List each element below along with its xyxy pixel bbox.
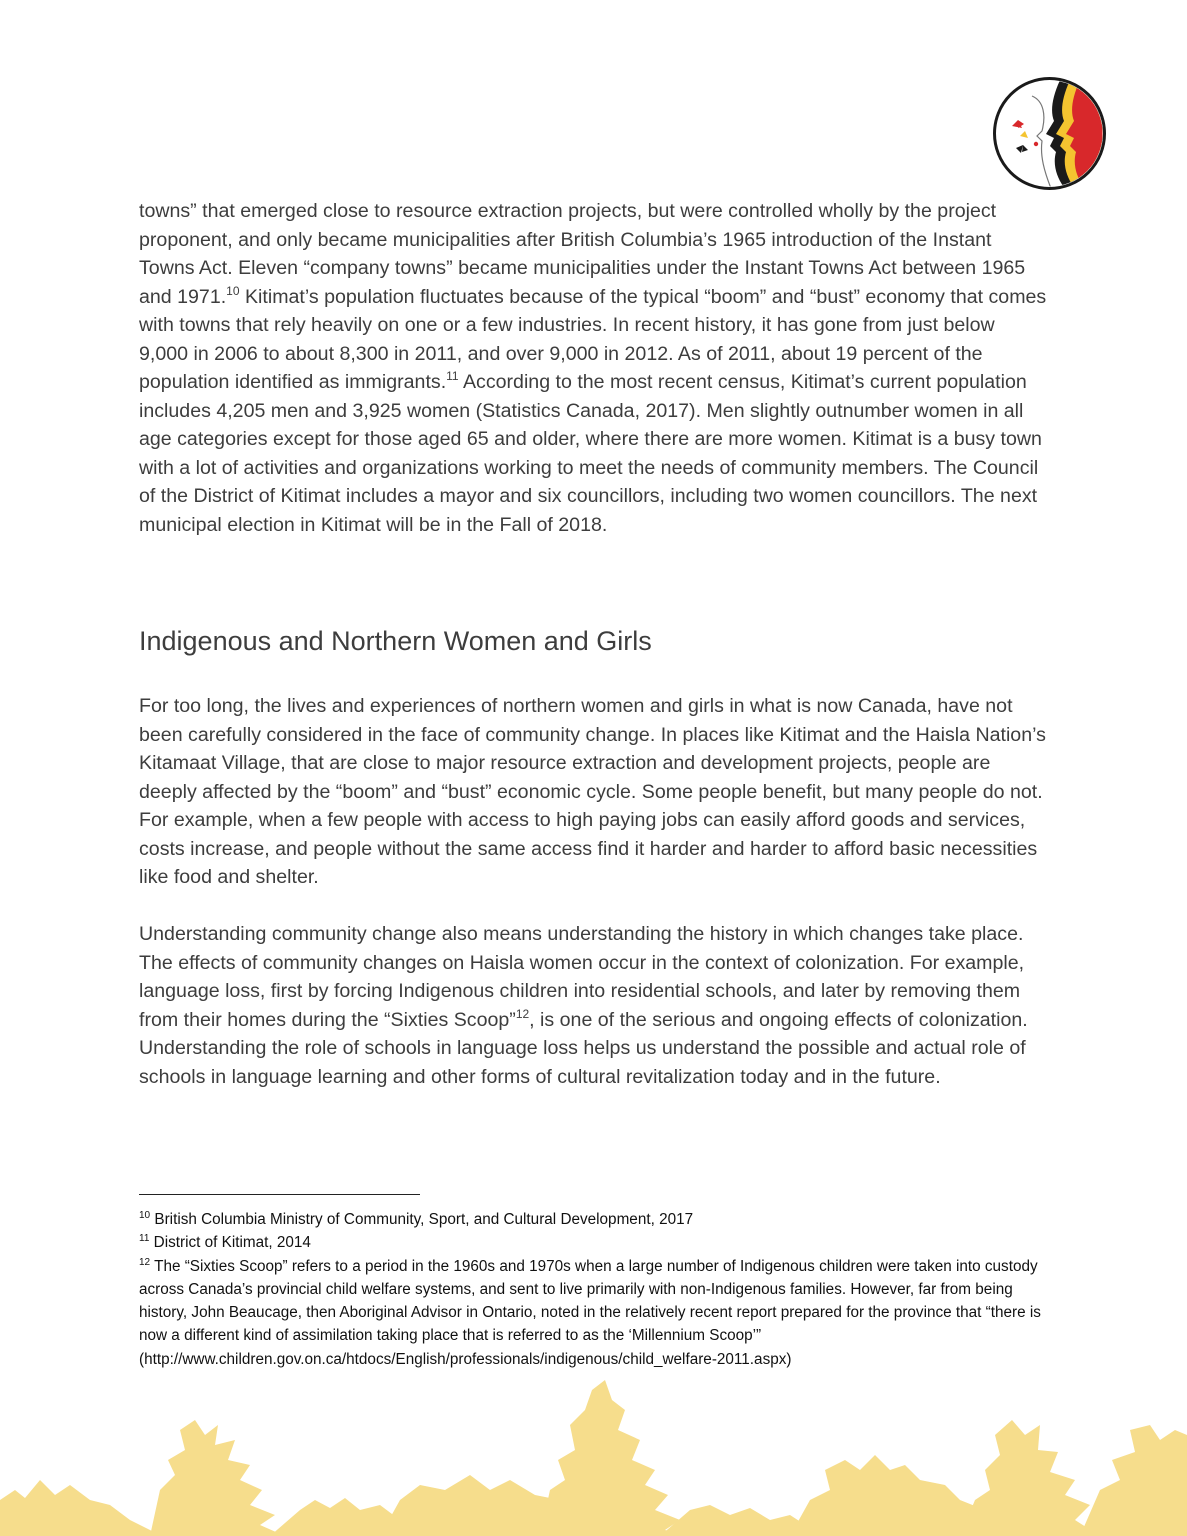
footnote-ref-12[interactable]: 12 [515,1006,530,1021]
body-paragraph-1 [139,197,1049,539]
paragraph-text: Understanding community change also means understanding the history in which changes take place. The effects of community changes on Haisla women occur in the context of colonization. For example, language loss, first by forcing Indigenous children into residential schools, and later by removing them from their homes during the “Sixties Scoop” [139,923,1025,1031]
footnote-divider [139,1194,420,1195]
footnote-12 [139,1255,1049,1348]
circular-faces-logo-icon [992,76,1107,191]
body-paragraph-2: For too long, the lives and experiences of northern women and girls in what is now Canada, have not been carefully considered in the face of community change. In places like Kitimat and the Haisla Nation’s Kitamaat Village, that are close to major resource extraction and development projects, people are deeply affected by the “boom” and “bust” economic cycle. Some people benefit, but many people do not. For example, when a few people with access to high paying jobs can easily afford goods and services, costs increase, and people without the same access find it harder and harder to afford basic necessities like food and shelter. [139,695,1046,888]
yellow-tree-silhouettes [0,1380,1187,1536]
paragraph-text: Kitimat’s population fluctuates because of the typical “boom” and “bust” economy that comes with towns that rely heavily on one or a few industries. In recent history, it has gone from just below 9,000 in 2006 to about 8,300 in 2011, and over 9,000 in 2012. As of 2011, about 19 percent of the population identified as immigrants. [139,285,1047,393]
paragraph-text: , is one of the serious and ongoing effects of colonization. Understanding the role of schools in language loss helps us understand the possible and actual role of schools in language learning and other forms of cultural revitalization today and in the future. [139,1008,1028,1088]
footnote-url-link[interactable]: (http://www.children.gov.on.ca/htdocs/English/professionals/indigenous/child_welfare-2011.aspx) [139,1350,792,1368]
footnote-ref-11[interactable]: 11 [446,369,459,383]
footnote-text: The “Sixties Scoop” refers to a period in the 1960s and 1970s when a large number of Indigenous children were taken into custody across Canada’s provincial child welfare systems, and sent to live primarily with non-Indigenous families. However, far from being history, John Beaucage, then Aboriginal Advisor in Ontario, noted in the relatively recent report prepared for the province that “there is now a different kind of assimilation taking place that is referred to as the ‘Millennium Scoop’” [139,1257,1041,1345]
paragraph-text: According to the most recent census, Kitimat’s current population includes 4,205 men and 3,925 women (Statistics Canada, 2017). Men slightly outnumber women in all age categories except for those aged 65 and older, where there are more women. Kitimat is a busy town with a lot of activities and organizations working to meet the needs of community members. The Council of the District of Kitimat includes a mayor and six councillors, including two women councillors. The next municipal election in Kitimat will be in the Fall of 2018. [139,371,1042,536]
paragraph-text: towns” that emerged close to resource extraction projects, but were controlled wholly by the project proponent, and only became municipalities after British Columbia’s 1965 introduction of the Instant Towns Act. Eleven “company towns” became municipalities under the Instant Towns Act between 1965 and 1971. [139,200,1026,308]
footnote-number: 12 [139,1256,151,1268]
footnote-text: British Columbia Ministry of Community, Sport, and Cultural Development, 2017 [154,1211,694,1228]
section-heading: Indigenous and Northern Women and Girls [139,626,652,656]
footnote-10 [139,1208,1049,1231]
footnote-number: 11 [139,1233,150,1245]
footnote-11 [139,1231,1049,1254]
footnote-text: District of Kitimat, 2014 [153,1234,311,1252]
footnotes [139,1208,1049,1371]
footnote-number: 10 [139,1210,151,1221]
footnote-ref-10[interactable]: 10 [226,283,240,298]
body-paragraph-3 [139,920,1049,1091]
